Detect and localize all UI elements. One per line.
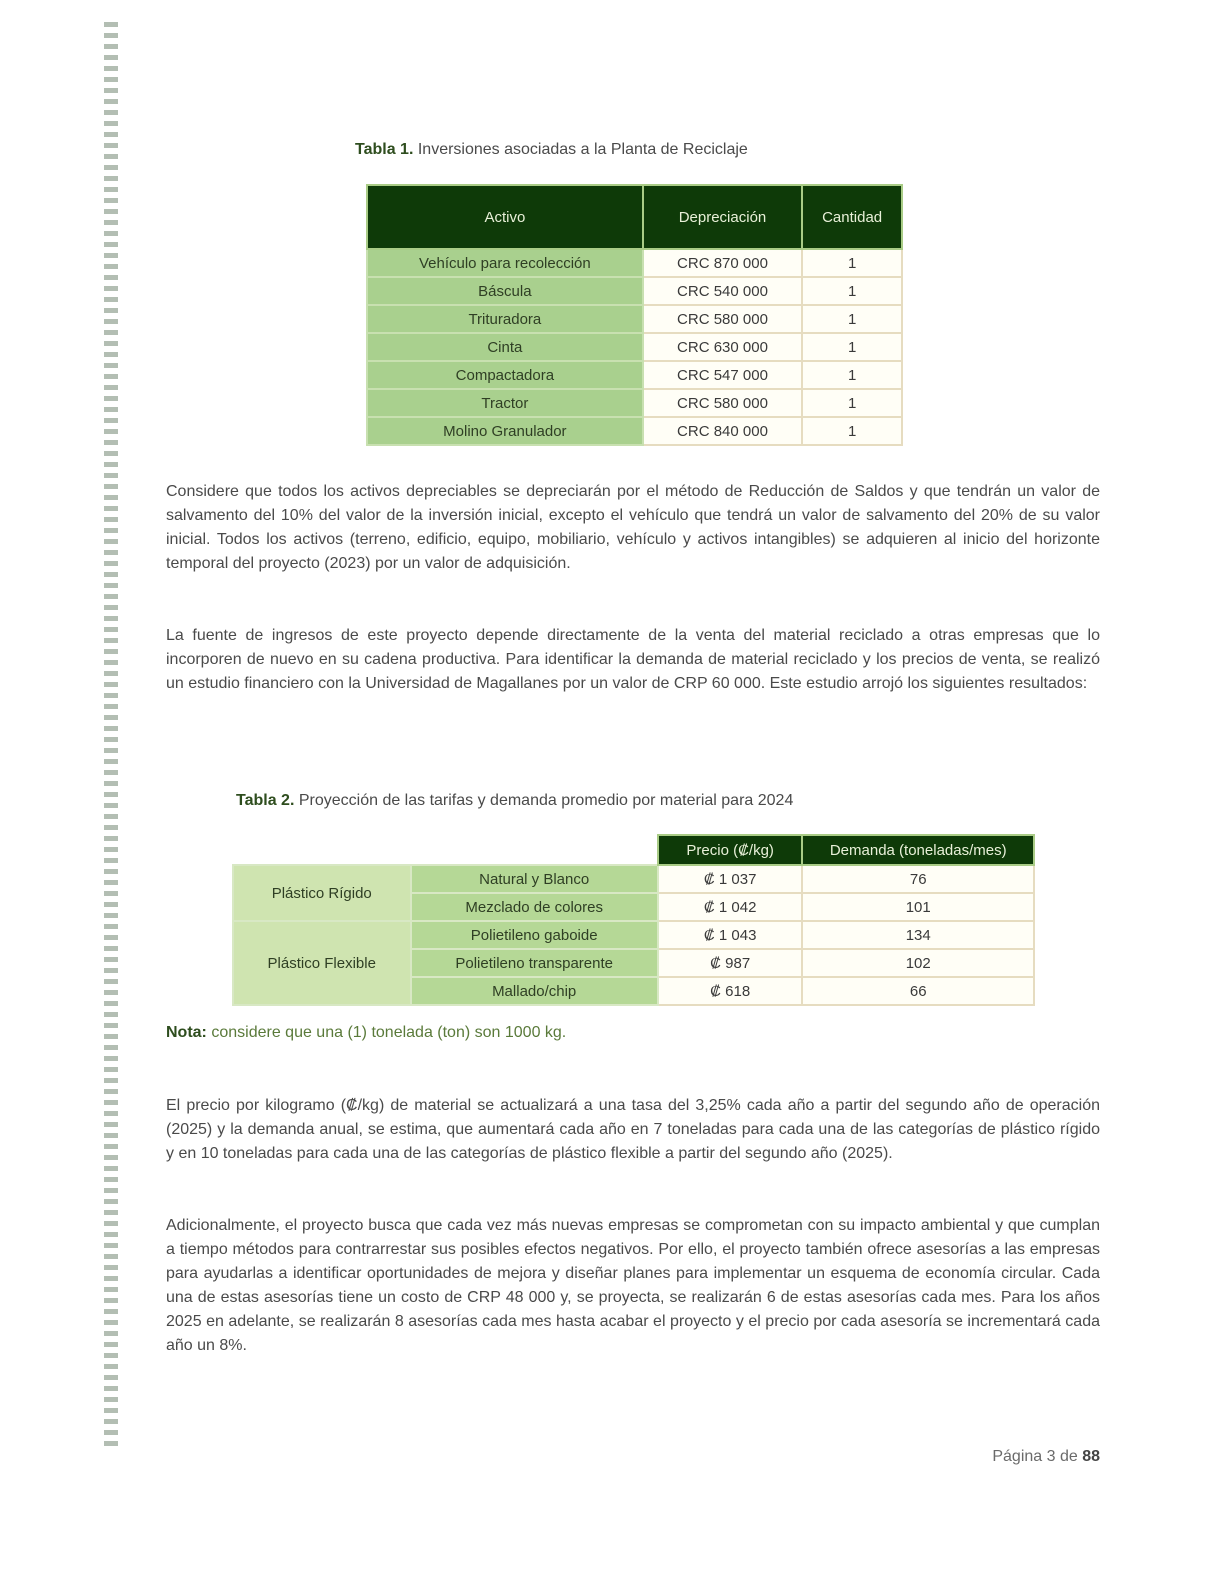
material-demand: 134 [802, 921, 1034, 949]
page-number [992, 1448, 1100, 1466]
material-price: ₡ 987 [658, 949, 803, 977]
tariffs-demand-table [232, 834, 1035, 1006]
material-price: ₡ 618 [658, 977, 803, 1005]
asset-name: Cinta [367, 333, 643, 361]
decorative-left-border [104, 22, 118, 1452]
table-row [367, 389, 902, 417]
table-row [367, 333, 902, 361]
paragraph-depreciation: Considere que todos los activos depreciables se depreciarán por el método de Reducción de Saldos y que tendrán un valor de salvamento del 10% del valor de la inversión inicial, excepto el vehículo que tendrá un valor de salvamento del 20% de su valor inicial. Todos los activos (terreno, edificio, equipo, mobiliario, vehículo y activos intangibles) se adquieren al inicio del horizonte temporal del proyecto (2023) por un valor de adquisición. [166, 483, 1100, 572]
table2-caption-text: Proyección de las tarifas y demanda promedio por material para 2024 [298, 792, 794, 809]
material-demand: 102 [802, 949, 1034, 977]
table-row [367, 277, 902, 305]
asset-quantity: 1 [802, 305, 902, 333]
paragraph-revenue-source: La fuente de ingresos de este proyecto depende directamente de la venta del material reciclado a otras empresas que lo incorporen de nuevo en su cadena productiva. Para identificar la demanda de material reciclado y los precios de venta, se realizó un estudio financiero con la Universidad de Magallanes por un valor de CRP 60 000. Este estudio arrojó los siguientes resultados: [166, 627, 1100, 692]
paragraph-advisory-services: Adicionalmente, el proyecto busca que cada vez más nuevas empresas se comprometan con su impacto ambiental y que cumplan a tiempo métodos para contrarrestar sus posibles efectos negativos. Por ello, el proyecto también ofrece asesorías a las empresas para ayudarlas a identificar oportunidades de mejora y diseñar planes para implementar un esquema de economía circular. Cada una de estas asesorías tiene un costo de CRP 48 000 y, se proyecta, se realizarán 6 de estas asesorías cada mes. Para los años 2025 en adelante, se realizarán 8 asesorías cada mes hasta acabar el proyecto y el precio por cada asesoría se incrementará cada año un 8%. [166, 1217, 1100, 1354]
asset-quantity: 1 [802, 249, 902, 277]
asset-name: Molino Granulador [367, 417, 643, 445]
page-number-prefix: Página 3 de [992, 1448, 1078, 1465]
asset-depreciation: CRC 540 000 [643, 277, 803, 305]
table-row [367, 249, 902, 277]
table-header-row [367, 185, 902, 249]
asset-quantity: 1 [802, 389, 902, 417]
asset-quantity: 1 [802, 333, 902, 361]
note-text: considere que una (1) tonelada (ton) son 1000 kg. [211, 1024, 567, 1041]
material-name: Natural y Blanco [411, 865, 658, 893]
material-price: ₡ 1 042 [658, 893, 803, 921]
column-header: Precio (₡/kg) [658, 835, 803, 865]
material-demand: 76 [802, 865, 1034, 893]
asset-name: Báscula [367, 277, 643, 305]
material-price: ₡ 1 037 [658, 865, 803, 893]
table-row [233, 865, 1034, 893]
note-label: Nota: [166, 1024, 207, 1041]
material-name: Mallado/chip [411, 977, 658, 1005]
page-number-total: 88 [1082, 1448, 1100, 1465]
asset-depreciation: CRC 547 000 [643, 361, 803, 389]
asset-name: Compactadora [367, 361, 643, 389]
table-header-row [233, 835, 1034, 865]
asset-name: Trituradora [367, 305, 643, 333]
material-name: Mezclado de colores [411, 893, 658, 921]
column-header: Demanda (toneladas/mes) [802, 835, 1034, 865]
plastic-category: Plástico Rígido [233, 865, 411, 921]
table-row [233, 921, 1034, 949]
table2-note [166, 1024, 566, 1042]
material-name: Polietileno transparente [411, 949, 658, 977]
table-row [367, 305, 902, 333]
table1-caption-text: Inversiones asociadas a la Planta de Reciclaje [417, 141, 748, 158]
asset-depreciation: CRC 630 000 [643, 333, 803, 361]
asset-depreciation: CRC 840 000 [643, 417, 803, 445]
material-demand: 66 [802, 977, 1034, 1005]
table-row [367, 361, 902, 389]
asset-name: Vehículo para recolección [367, 249, 643, 277]
paragraph-price-update: El precio por kilogramo (₡/kg) de material se actualizará a una tasa del 3,25% cada año a partir del segundo año de operación (2025) y la demanda anual, se estima, que aumentará cada año en 7 toneladas para cada una de las categorías de plástico rígido y en 10 toneladas para cada una de las categorías de plástico flexible a partir del segundo año (2025). [166, 1097, 1100, 1162]
table1-caption-label: Tabla 1. [355, 141, 414, 158]
material-demand: 101 [802, 893, 1034, 921]
investments-table [366, 184, 903, 446]
asset-depreciation: CRC 580 000 [643, 389, 803, 417]
column-header: Depreciación [643, 185, 803, 249]
table2-caption [236, 792, 793, 810]
material-price: ₡ 1 043 [658, 921, 803, 949]
asset-name: Tractor [367, 389, 643, 417]
asset-depreciation: CRC 580 000 [643, 305, 803, 333]
asset-quantity: 1 [802, 277, 902, 305]
material-name: Polietileno gaboide [411, 921, 658, 949]
plastic-category: Plástico Flexible [233, 921, 411, 1005]
table-row [367, 417, 902, 445]
table2-caption-label: Tabla 2. [236, 792, 295, 809]
asset-depreciation: CRC 870 000 [643, 249, 803, 277]
asset-quantity: 1 [802, 361, 902, 389]
column-header: Cantidad [802, 185, 902, 249]
table1-caption [355, 141, 748, 159]
asset-quantity: 1 [802, 417, 902, 445]
column-header: Activo [367, 185, 643, 249]
